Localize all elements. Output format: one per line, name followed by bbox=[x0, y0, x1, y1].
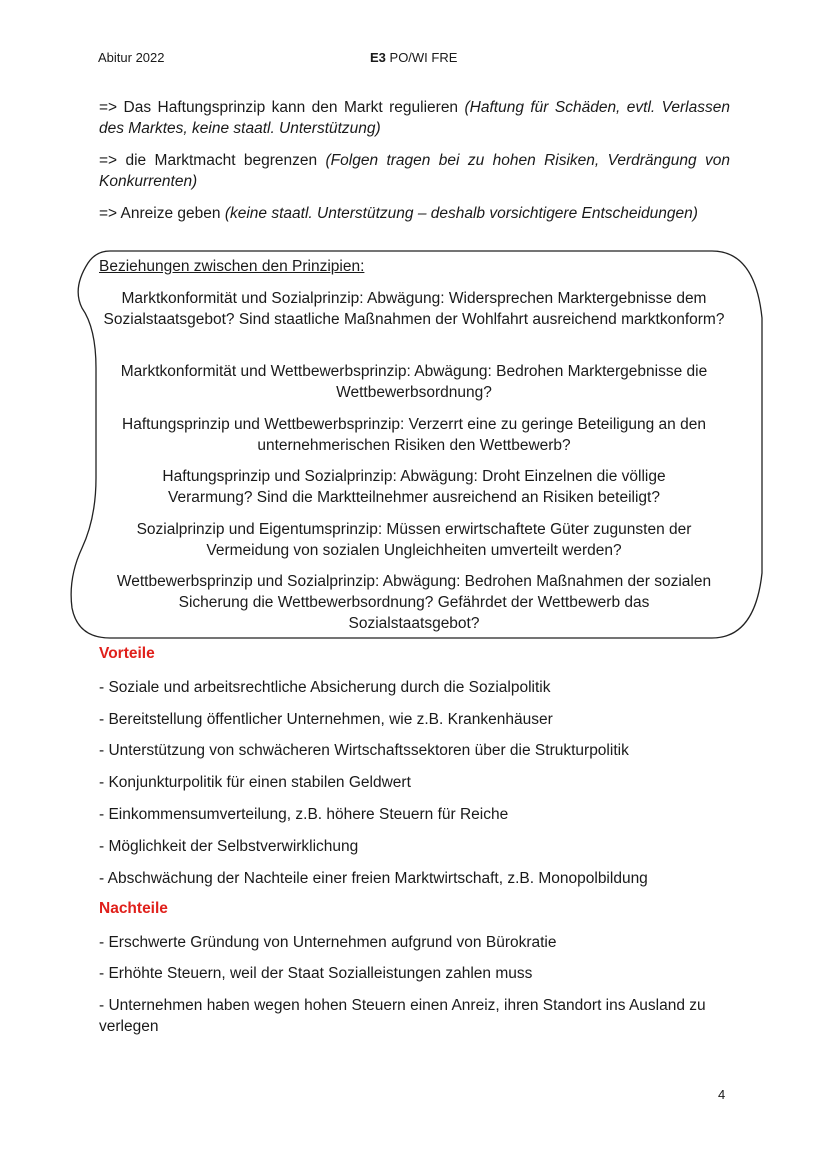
intro-text-1: => Das Haftungsprinzip kann den Markt regulieren bbox=[99, 99, 465, 116]
vorteile-heading: Vorteile bbox=[99, 645, 155, 662]
intro-paragraph-2 bbox=[99, 150, 730, 192]
intro-italic-1: (Haftung für Schäden, evtl. Verlassen des Marktes, keine staatl. Unterstützung) bbox=[99, 99, 730, 137]
intro-paragraph-3 bbox=[99, 203, 730, 224]
header-course-bold: E3 bbox=[370, 50, 386, 65]
vorteile-item: - Konjunkturpolitik für einen stabilen Geldwert bbox=[99, 774, 411, 791]
header-course-code bbox=[370, 50, 457, 65]
nachteile-item: - Unternehmen haben wegen hohen Steuern einen Anreiz, ihren Standort ins Ausland zu verlegen bbox=[99, 997, 706, 1035]
vorteile-item: - Soziale und arbeitsrechtliche Absicherung durch die Sozialpolitik bbox=[99, 679, 551, 696]
page-header bbox=[98, 50, 730, 70]
relation-item-text: Marktkonformität und Wettbewerbsprinzip: Abwägung: Bedrohen Marktergebnisse die Wettbewerbsordnung? bbox=[120, 363, 708, 401]
nachteile-heading: Nachteile bbox=[99, 900, 168, 917]
vorteile-item: - Einkommensumverteilung, z.B. höhere Steuern für Reiche bbox=[99, 806, 509, 823]
page-number: 4 bbox=[718, 1087, 726, 1102]
vorteile-item: - Bereitstellung öffentlicher Unternehmen, wie z.B. Krankenhäuser bbox=[99, 711, 553, 728]
relation-item: Marktkonformität und Sozialprinzip: Abwägung: Widersprechen Marktergebnisse dem Sozialstaatsgebot? Sind staatliche Maßnahmen der Wohlfahrt ausreichend marktkonform? bbox=[103, 290, 725, 328]
nachteile-item: - Erschwerte Gründung von Unternehmen aufgrund von Bürokratie bbox=[99, 934, 557, 951]
relation-item-text: Haftungsprinzip und Sozialprinzip: Abwägung: Droht Einzelnen die völlige Verarmung? Sind die Marktteilnehmer ausreichend an Risiken beteiligt? bbox=[162, 468, 666, 506]
intro-italic-3: (keine staatl. Unterstützung – deshalb vorsichtigere Entscheidungen) bbox=[224, 205, 698, 222]
nachteile-item: - Erhöhte Steuern, weil der Staat Sozialleistungen zahlen muss bbox=[99, 965, 533, 982]
header-course-rest: PO/WI FRE bbox=[385, 50, 458, 65]
vorteile-item: - Unterstützung von schwächeren Wirtschaftssektoren über die Strukturpolitik bbox=[99, 742, 629, 759]
relation-item bbox=[98, 361, 730, 403]
relations-title: Beziehungen zwischen den Prinzipien: bbox=[99, 258, 365, 275]
relation-item bbox=[98, 466, 730, 508]
vorteile-item: - Möglichkeit der Selbstverwirklichung bbox=[99, 838, 359, 855]
relation-item bbox=[98, 571, 730, 634]
relation-item: Haftungsprinzip und Wettbewerbsprinzip: Verzerrt eine zu geringe Beteiligung an den unternehmerischen Risiken den Wettbewerb? bbox=[122, 416, 706, 454]
intro-text-2: => die Marktmacht begrenzen bbox=[99, 152, 326, 169]
relation-item: Sozialprinzip und Eigentumsprinzip: Müssen erwirtschaftete Güter zugunsten der Vermeidung von sozialen Ungleichheiten umverteilt werden? bbox=[136, 521, 692, 559]
vorteile-item: - Abschwächung der Nachteile einer freien Marktwirtschaft, z.B. Monopolbildung bbox=[99, 870, 648, 887]
intro-paragraph-1 bbox=[99, 97, 730, 139]
intro-text-3: => Anreize geben bbox=[99, 205, 225, 222]
intro-italic-2: (Folgen tragen bei zu hohen Risiken, Verdrängung von Konkurrenten) bbox=[99, 152, 730, 190]
relation-item-text: Wettbewerbsprinzip und Sozialprinzip: Abwägung: Bedrohen Maßnahmen der sozialen Sicherung die Wettbewerbsordnung? Gefährdet der Wettbewerb das Sozialstaatsgebot? bbox=[116, 573, 712, 632]
header-exam-label: Abitur 2022 bbox=[98, 50, 165, 65]
